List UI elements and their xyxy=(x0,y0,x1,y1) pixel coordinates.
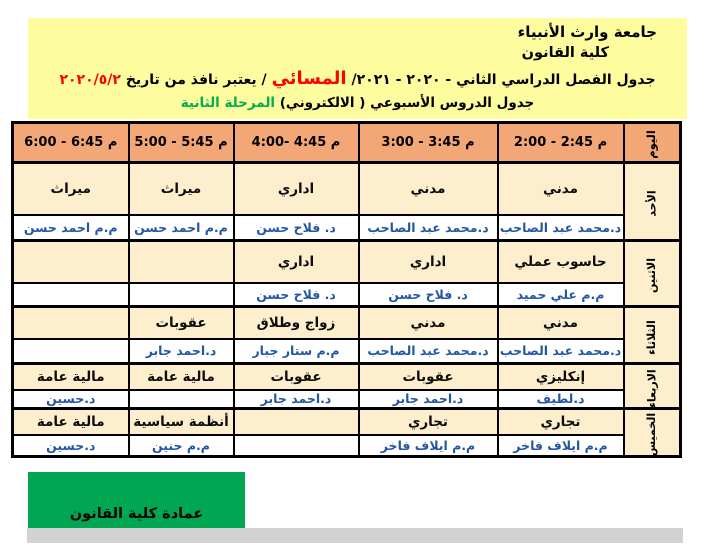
weekly-schedule-line xyxy=(28,93,687,114)
effective-text: / يعتبر نافذ من تاريخ xyxy=(125,72,267,88)
time-header-4pm: 4:00- 4:45 م xyxy=(234,123,359,163)
teacher-cell: م.م احمد حسن xyxy=(13,215,129,241)
time-header-3pm: 3:00 - 3:45 م xyxy=(359,123,498,163)
teacher-cell: د.محمد عبد الصاحب xyxy=(498,339,624,364)
sunday-subject-row xyxy=(13,163,681,215)
teacher-cell: م.م ستار جبار xyxy=(234,339,359,364)
teacher-cell: د.احمد جابر xyxy=(129,339,234,364)
subject-cell: مدني xyxy=(498,307,624,339)
weekly-text: جدول الدروس الأسبوعي ( الالكتروني) xyxy=(279,95,535,111)
stage-label: المرحلة الثانية xyxy=(180,95,276,111)
subject-cell xyxy=(234,409,359,435)
subject-cell xyxy=(129,241,234,283)
teacher-cell: م.م ايلاف فاخر xyxy=(498,435,624,457)
university-name: جامعة وارث الأنبياء xyxy=(517,23,657,41)
subject-cell: عقوبات xyxy=(129,307,234,339)
thursday-teacher-row xyxy=(13,435,681,457)
teacher-cell xyxy=(234,435,359,457)
bottom-gray-strip xyxy=(27,528,683,543)
effective-date: ٢٠٢٠/٥/٢ xyxy=(59,72,121,88)
subject-cell: عقوبات xyxy=(359,364,498,390)
subject-cell: زواج وطلاق xyxy=(234,307,359,339)
tuesday-subject-row xyxy=(13,307,681,339)
day-label: الخميس xyxy=(645,412,659,457)
subject-cell: تجاري xyxy=(498,409,624,435)
teacher-cell xyxy=(13,283,129,307)
teacher-cell: م.م حنين xyxy=(129,435,234,457)
tuesday-teacher-row xyxy=(13,339,681,364)
teacher-cell: د.حسين xyxy=(13,435,129,457)
day-label: الاثنين xyxy=(645,258,659,293)
day-label-thursday xyxy=(624,409,681,457)
subject-cell: ميراث xyxy=(129,163,234,215)
monday-teacher-row xyxy=(13,283,681,307)
teacher-cell: د.احمد جابر xyxy=(234,390,359,409)
teacher-cell: د.حسين xyxy=(13,390,129,409)
teacher-cell: د.محمد عبد الصاحب xyxy=(359,215,498,241)
teacher-cell: د. فلاح حسن xyxy=(359,283,498,307)
subject-cell: إنكليزي xyxy=(498,364,624,390)
subject-cell: مالية عامة xyxy=(13,364,129,390)
subject-cell: اداري xyxy=(234,241,359,283)
subject-cell: تجاري xyxy=(359,409,498,435)
subject-cell: اداري xyxy=(234,163,359,215)
teacher-cell: د.لطيف xyxy=(498,390,624,409)
day-label-monday xyxy=(624,241,681,307)
dean-label: عمادة كلية القانون xyxy=(69,506,204,522)
teacher-cell xyxy=(129,390,234,409)
shift-label: المسائي xyxy=(271,68,347,89)
subject-cell: عقوبات xyxy=(234,364,359,390)
semester-text: جدول الفصل الدراسي الثاني - ٢٠٢٠ - ٢٠٢١/ xyxy=(351,72,656,88)
teacher-cell: د.احمد جابر xyxy=(359,390,498,409)
subject-cell: مدني xyxy=(359,307,498,339)
sunday-teacher-row xyxy=(13,215,681,241)
subject-cell: حاسوب عملي xyxy=(498,241,624,283)
day-column-header-label: اليوم xyxy=(644,130,659,159)
wednesday-subject-row xyxy=(13,364,681,390)
time-header-row xyxy=(13,123,681,163)
teacher-cell: د.محمد عبد الصاحب xyxy=(359,339,498,364)
teacher-cell: م.م علي حميد xyxy=(498,283,624,307)
subject-cell: ميراث xyxy=(13,163,129,215)
teacher-cell: د.محمد عبد الصاحب xyxy=(498,215,624,241)
subject-cell: أنظمة سياسية xyxy=(129,409,234,435)
semester-line xyxy=(28,66,687,93)
subject-cell: مدني xyxy=(498,163,624,215)
day-label-tuesday xyxy=(624,307,681,364)
teacher-cell: د. فلاح حسن xyxy=(234,283,359,307)
time-header-2pm: 2:00 - 2:45 م xyxy=(498,123,624,163)
subject-cell: مالية عامة xyxy=(13,409,129,435)
monday-subject-row xyxy=(13,241,681,283)
time-header-6pm: 6:00 - 6:45 م xyxy=(13,123,129,163)
day-label-sunday xyxy=(624,163,681,241)
thursday-subject-row xyxy=(13,409,681,435)
teacher-cell: م.م ايلاف فاخر xyxy=(359,435,498,457)
subject-cell xyxy=(13,241,129,283)
subject-cell: مالية عامة xyxy=(129,364,234,390)
wednesday-teacher-row xyxy=(13,390,681,409)
day-label: الثلاثاء xyxy=(645,319,659,355)
teacher-cell: د. فلاح حسن xyxy=(234,215,359,241)
dean-stamp-block xyxy=(28,472,245,528)
schedule-table xyxy=(11,121,682,458)
teacher-cell xyxy=(129,283,234,307)
college-name: كلية القانون xyxy=(521,45,609,61)
day-column-header xyxy=(624,123,681,163)
day-label-wednesday xyxy=(624,364,681,409)
teacher-cell: م.م احمد حسن xyxy=(129,215,234,241)
day-label: الأحد xyxy=(645,190,659,217)
subject-cell: مدني xyxy=(359,163,498,215)
subject-cell: اداري xyxy=(359,241,498,283)
time-header-5pm: 5:00 - 5:45 م xyxy=(129,123,234,163)
teacher-cell xyxy=(13,339,129,364)
subject-cell xyxy=(13,307,129,339)
day-label: الاربعاء xyxy=(645,368,659,408)
title-block xyxy=(28,18,687,119)
